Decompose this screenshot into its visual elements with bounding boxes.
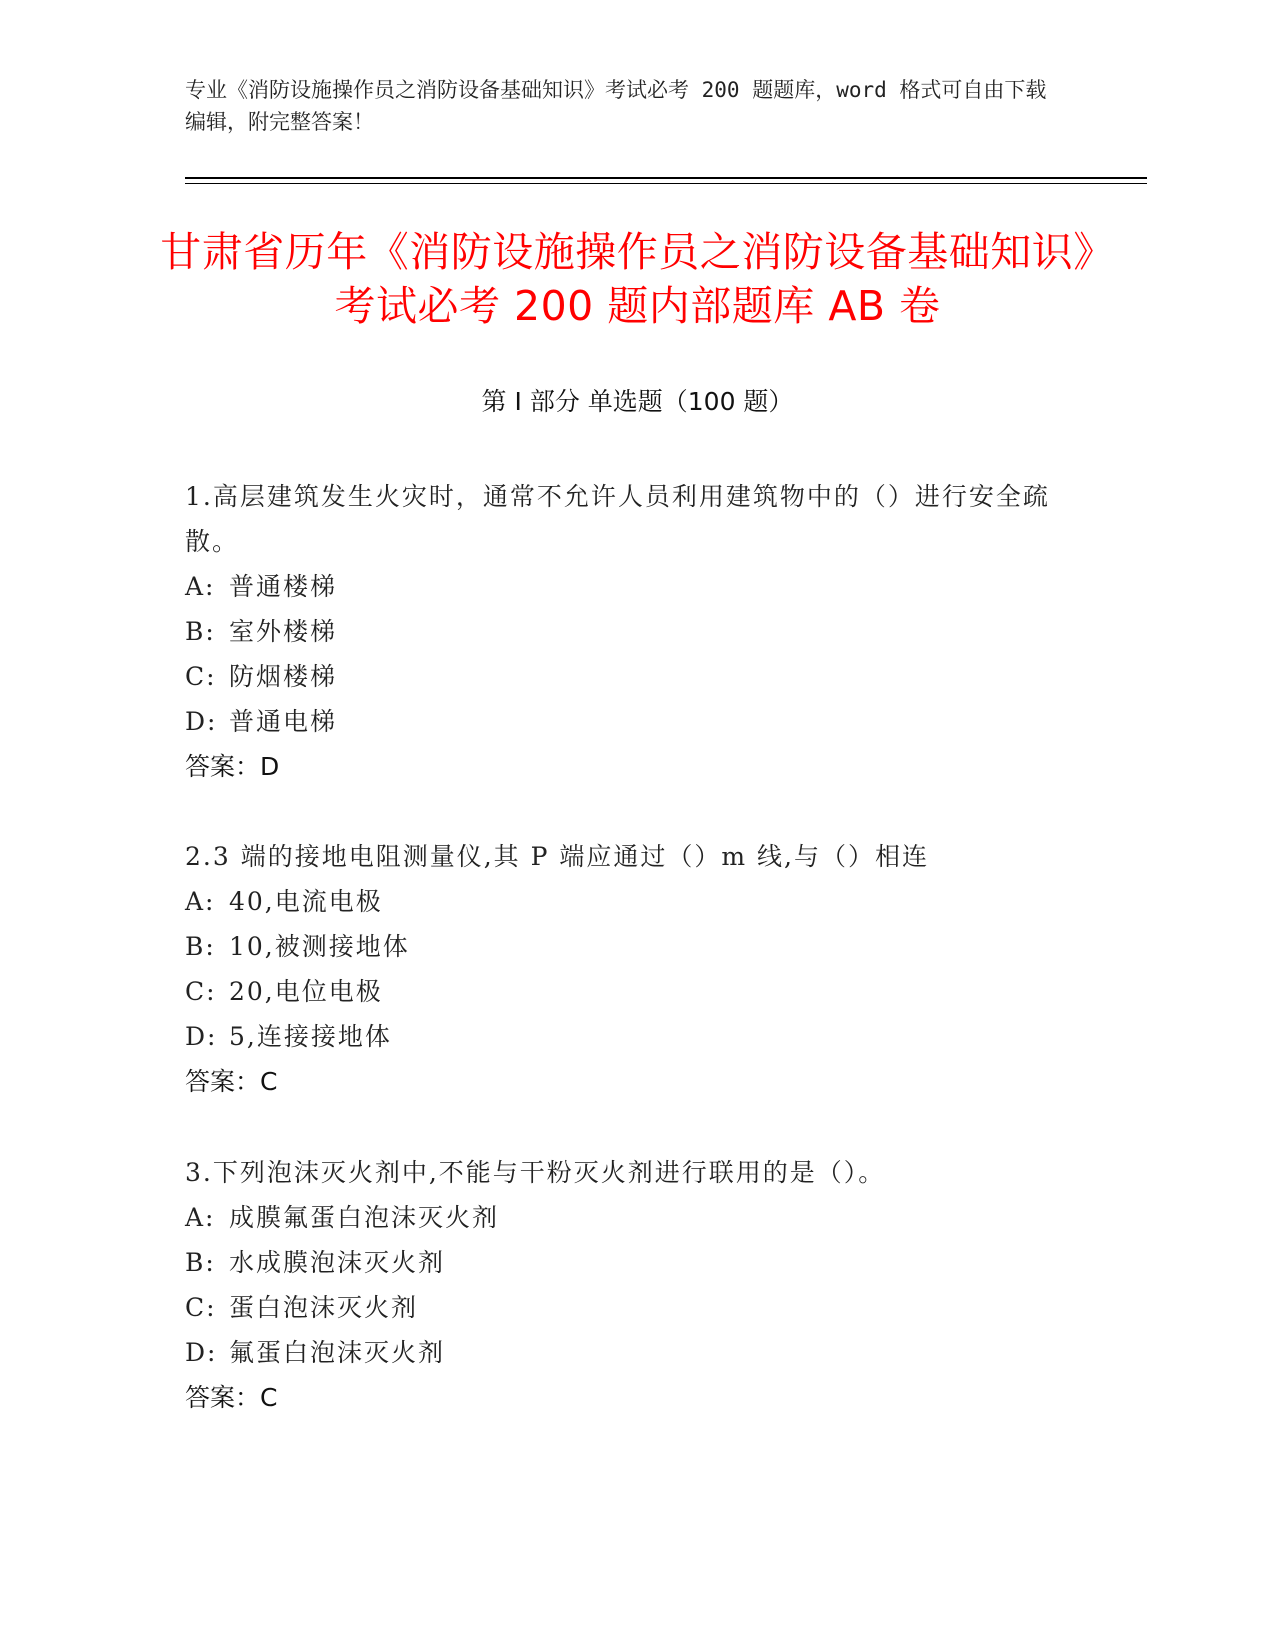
option-text: 5,连接接地体 [229, 1022, 392, 1051]
option-key: A: [185, 887, 216, 916]
option-text: 20,电位电极 [229, 977, 383, 1006]
option-key: C: [185, 1293, 217, 1322]
option-text: 氟蛋白泡沫灭火剂 [229, 1338, 446, 1367]
section-heading: 第 I 部分 单选题（100 题） [481, 387, 794, 416]
option-text: 成膜氟蛋白泡沫灭火剂 [229, 1203, 500, 1232]
option-key: D: [185, 1338, 218, 1367]
option-key: C: [185, 662, 217, 691]
question-2 [185, 834, 1065, 1104]
question-1 [185, 474, 1065, 789]
option-b [185, 924, 1065, 969]
option-key: A: [185, 1203, 216, 1232]
option-a [185, 564, 1065, 609]
option-b [185, 609, 1065, 654]
option-text: 10,被测接地体 [229, 932, 410, 961]
option-key: D: [185, 707, 218, 736]
answer-line: 答案：C [185, 1383, 278, 1412]
option-d [185, 1330, 1065, 1375]
header-divider [185, 177, 1147, 179]
option-d [185, 699, 1065, 744]
option-d [185, 1014, 1065, 1059]
question-stem: 1.高层建筑发生火灾时，通常不允许人员利用建筑物中的（）进行安全疏散。 [185, 482, 1050, 556]
option-key: D: [185, 1022, 218, 1051]
option-c [185, 654, 1065, 699]
option-key: B: [185, 932, 216, 961]
option-c [185, 969, 1065, 1014]
option-c [185, 1285, 1065, 1330]
document-title: 甘肃省历年《消防设施操作员之消防设备基础知识》考试必考 200 题内部题库 AB 卷 [160, 228, 1115, 330]
option-text: 防烟楼梯 [229, 662, 338, 691]
option-key: A: [185, 572, 216, 601]
option-text: 蛋白泡沫灭火剂 [229, 1293, 419, 1322]
header-note: 专业《消防设施操作员之消防设备基础知识》考试必考 200 题题库，word 格式可自由下载编辑，附完整答案！ [185, 78, 1047, 134]
option-a [185, 1195, 1065, 1240]
option-a [185, 879, 1065, 924]
question-3 [185, 1150, 1065, 1420]
answer-line: 答案：D [185, 752, 280, 781]
option-text: 普通电梯 [229, 707, 338, 736]
option-text: 水成膜泡沫灭火剂 [229, 1248, 446, 1277]
option-key: B: [185, 1248, 216, 1277]
question-stem: 2.3 端的接地电阻测量仪,其 P 端应通过（）m 线,与（）相连 [185, 842, 929, 871]
option-key: B: [185, 617, 216, 646]
option-key: C: [185, 977, 217, 1006]
option-text: 普通楼梯 [229, 572, 338, 601]
header-divider-thin [185, 183, 1147, 184]
option-text: 40,电流电极 [229, 887, 383, 916]
option-text: 室外楼梯 [229, 617, 338, 646]
answer-line: 答案：C [185, 1067, 278, 1096]
option-b [185, 1240, 1065, 1285]
question-stem: 3.下列泡沫灭火剂中,不能与干粉灭火剂进行联用的是（）。 [185, 1158, 886, 1187]
